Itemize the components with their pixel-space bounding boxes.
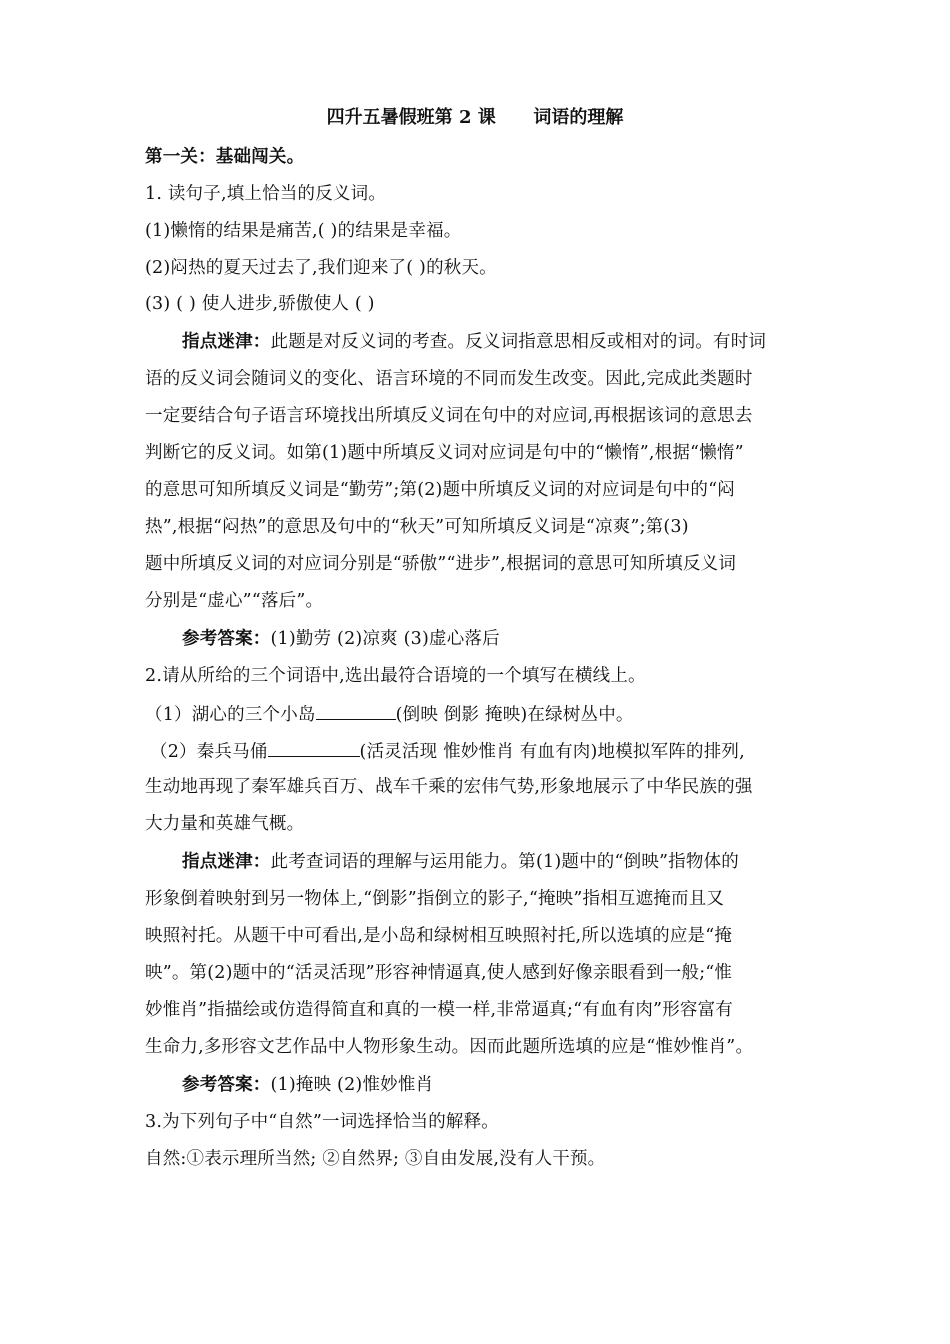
q2-tip-line: 生命力,多形容文艺作品中人物形象生动。因而此题所选填的应是“惟妙惟肖”。 [145,1037,754,1057]
q1-prompt: 1. 读句子,填上恰当的反义词。 [145,184,387,204]
q1-item-1: (1)懒惰的结果是痛苦,( )的结果是幸福。 [145,221,462,241]
blank-line[interactable] [316,701,396,720]
q2-item-1: （1）湖心的三个小岛 (倒映 倒影 掩映)在绿树丛中。 [145,701,825,727]
q2-item-2-cont: 生动地再现了秦军雄兵百万、战车千乘的宏伟气势,形象地展示了中华民族的强 [145,777,753,797]
page-title: 四升五暑假班第 2 课 词语的理解 [326,107,624,128]
q1-tip-line: 一定要结合句子语言环境找出所填反义词在句中的对应词,再根据该词的意思去 [145,406,753,426]
q1-tip-line: 题中所填反义词的对应词分别是“骄傲”“进步”,根据词的意思可知所填反义词 [145,554,737,574]
q1-tip-line: 热”,根据“闷热”的意思及句中的“秋天”可知所填反义词是“凉爽”;第(3) [145,517,689,537]
q2-prompt: 2.请从所给的三个词语中,选出最符合语境的一个填写在横线上。 [145,666,646,686]
section-heading: 第一关：基础闯关。 [145,147,305,167]
q2-answer-label: 参考答案： [182,1075,271,1095]
q1-tip-line: 判断它的反义词。如第(1)题中所填反义词对应词是句中的“懒惰”,根据“懒惰” [145,443,744,463]
q1-tip-line: 指点迷津：此题是对反义词的考查。反义词指意思相反或相对的词。有时词 [182,332,767,352]
q1-tip-line: 的意思可知所填反义词是“勤劳”;第(2)题中所填反义词的对应词是句中的“闷 [145,480,735,500]
q2-tip-line: 映照衬托。从题干中可看出,是小岛和绿树相互映照衬托,所以选填的应是“掩 [145,926,733,946]
q1-tip-line: 语的反义词会随词义的变化、语言环境的不同而发生改变。因此,完成此类题时 [145,369,753,389]
q2-item-2: （2）秦兵马俑 (活灵活现 惟妙惟肖 有血有肉)地模拟军阵的排列, [150,738,830,764]
q1-answer-label: 参考答案： [182,629,271,649]
q2-tip-line: 指点迷津：此考查词语的理解与运用能力。第(1)题中的“倒映”指物体的 [182,852,739,872]
q1-item-2: (2)闷热的夏天过去了,我们迎来了( )的秋天。 [145,258,497,278]
q2-tip-line: 形象倒着映射到另一物体上,“倒影”指倒立的影子,“掩映”指相互遮掩而且又 [145,889,725,909]
q1-tip-label: 指点迷津： [182,332,271,352]
q2-tip-line: 映”。第(2)题中的“活灵活现”形容神情逼真,使人感到好像亲眼看到一般;“惟 [145,963,733,983]
q2-tip-label: 指点迷津： [182,852,271,872]
q2-answer: 参考答案：(1)掩映 (2)惟妙惟肖 [182,1075,434,1095]
q2-tip-line: 妙惟肖”指描绘或仿造得简直和真的一模一样,非常逼真;“有血有肉”形容富有 [145,1000,733,1020]
q1-item-3: (3) ( ) 使人进步,骄傲使人 ( ) [145,294,375,314]
q3-definition: 自然:①表示理所当然; ②自然界; ③自由发展,没有人干预。 [145,1149,606,1169]
q1-tip-line: 分别是“虚心”“落后”。 [145,591,324,611]
q2-item-2-cont: 大力量和英雄气概。 [145,814,305,834]
q3-prompt: 3.为下列句子中“自然”一词选择恰当的解释。 [145,1112,499,1132]
q1-answer: 参考答案：(1)勤劳 (2)凉爽 (3)虚心落后 [182,629,500,649]
blank-line[interactable] [268,738,360,757]
